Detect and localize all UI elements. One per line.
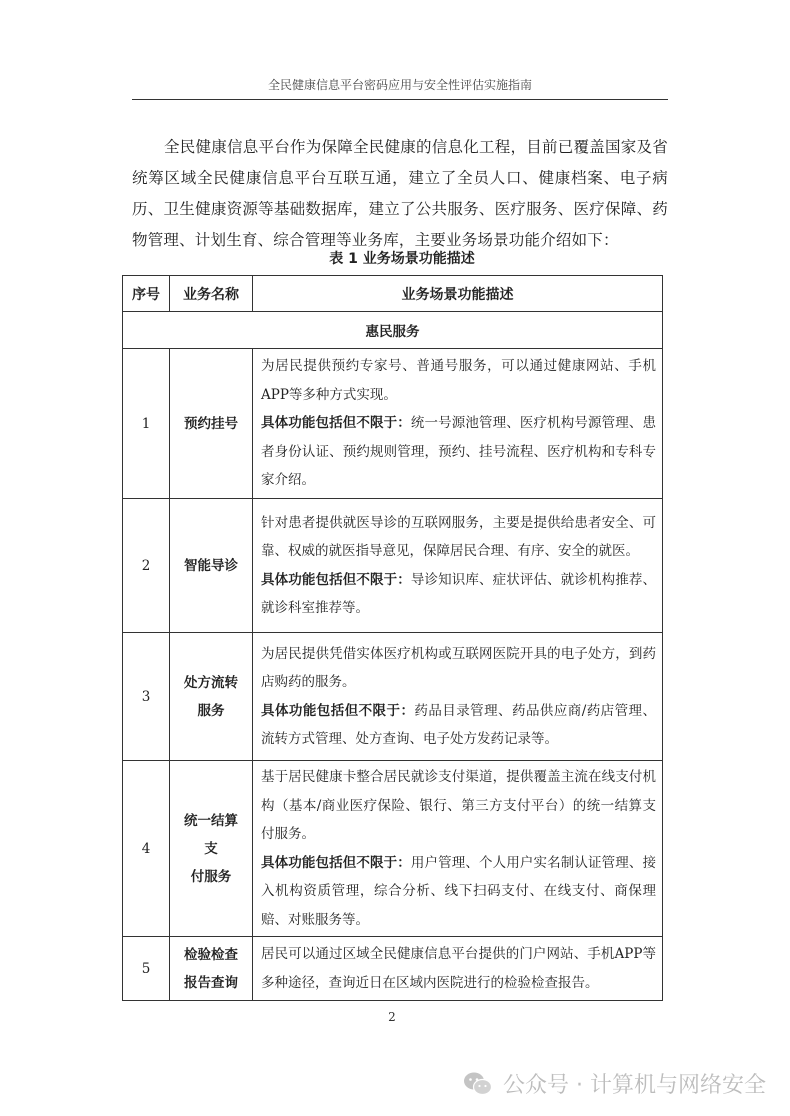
section-title: 惠民服务	[123, 312, 663, 349]
row-name-line: 服务	[197, 702, 225, 719]
row-desc-intro: 居民可以通过区域全民健康信息平台提供的门户网站、手机APP等多种途径，查询近日在区域内医院进行的检验检查报告。	[261, 946, 656, 991]
watermark-text: 公众号 · 计算机与网络安全	[503, 1073, 766, 1098]
row-description	[253, 499, 663, 633]
row-description	[253, 937, 663, 1001]
row-desc-intro: 为居民提供凭借实体医疗机构或互联网医院开具的电子处方，到药店购药的服务。	[261, 645, 656, 690]
row-func-text: 用户管理、个人用户实名制认证管理、接入机构资质管理，综合分析、线下扫码支付、在线支付、商保理赔、对账服务等。	[261, 854, 656, 928]
table-row	[123, 633, 663, 761]
row-name-line: 检验检查	[184, 946, 238, 963]
row-name	[170, 937, 253, 1001]
row-func-label: 具体功能包括但不限于：	[261, 702, 415, 719]
row-func-text: 统一号源池管理、医疗机构号源管理、患者身份认证、预约规则管理，预约、挂号流程、医疗机构和专科专家介绍。	[261, 415, 656, 489]
row-func-label: 具体功能包括但不限于：	[261, 854, 411, 871]
row-index: 4	[123, 761, 170, 937]
row-description	[253, 633, 663, 761]
intro-paragraph: 全民健康信息平台作为保障全民健康的信息化工程，目前已覆盖国家及省统筹区域全民健康信息平台互联互通，建立了全员人口、健康档案、电子病历、卫生健康资源等基础数据库，建立了公共服务、医疗服务、医疗保障、药物管理、计划生育、综合管理等业务库，主要业务场景功能介绍如下：	[132, 137, 668, 249]
row-desc-functions	[261, 566, 656, 623]
row-name-line: 报告查询	[184, 974, 238, 991]
row-index: 3	[123, 633, 170, 761]
table-row	[123, 761, 663, 937]
business-scenario-table	[122, 275, 663, 1001]
row-desc-intro: 为居民提供预约专家号、普通号服务，可以通过健康网站、手机APP等多种方式实现。	[261, 358, 656, 403]
row-desc-intro: 基于居民健康卡整合居民就诊支付渠道，提供覆盖主流在线支付机构（基本/商业医疗保险、银行、第三方支付平台）的统一结算支付服务。	[261, 769, 656, 842]
row-description	[253, 761, 663, 937]
row-desc-functions	[261, 849, 656, 935]
row-name	[170, 633, 253, 761]
row-func-label: 具体功能包括但不限于：	[261, 415, 411, 432]
row-desc-functions	[261, 409, 656, 495]
row-name	[170, 761, 253, 937]
row-func-text: 导诊知识库、症状评估、就诊机构推荐、就诊科室推荐等。	[261, 571, 656, 616]
row-name-line: 付服务	[190, 868, 232, 885]
row-index: 1	[123, 349, 170, 499]
header-description: 业务场景功能描述	[253, 276, 663, 312]
wechat-icon	[463, 1071, 493, 1097]
row-name-line: 处方流转	[184, 674, 238, 691]
page-header	[132, 76, 668, 100]
row-desc-intro: 针对患者提供就医导诊的互联网服务，主要是提供给患者安全、可靠、权威的就医指导意见，保障居民合理、有序、安全的就医。	[261, 514, 656, 559]
row-func-text: 药品目录管理、药品供应商/药店管理、流转方式管理、处方查询、电子处方发药记录等。	[261, 702, 656, 747]
row-name-line: 智能导诊	[184, 557, 238, 574]
row-index: 5	[123, 937, 170, 1001]
row-description	[253, 349, 663, 499]
row-name	[170, 349, 253, 499]
row-desc-functions	[261, 697, 656, 754]
table-row	[123, 499, 663, 633]
table-caption: 表 1 业务场景功能描述	[329, 251, 475, 267]
header-index: 序号	[123, 276, 170, 312]
header-name: 业务名称	[170, 276, 253, 312]
header-title: 全民健康信息平台密码应用与安全性评估实施指南	[267, 78, 532, 92]
row-index: 2	[123, 499, 170, 633]
table-header-row	[123, 276, 663, 312]
table-row	[123, 349, 663, 499]
section-row	[123, 312, 663, 349]
row-func-label: 具体功能包括但不限于：	[261, 571, 411, 588]
watermark	[463, 1068, 766, 1099]
table-row	[123, 937, 663, 1001]
row-name-line: 预约挂号	[184, 415, 238, 432]
row-name	[170, 499, 253, 633]
row-name-line: 统一结算支	[184, 812, 238, 857]
page-number: 2	[388, 1010, 396, 1024]
